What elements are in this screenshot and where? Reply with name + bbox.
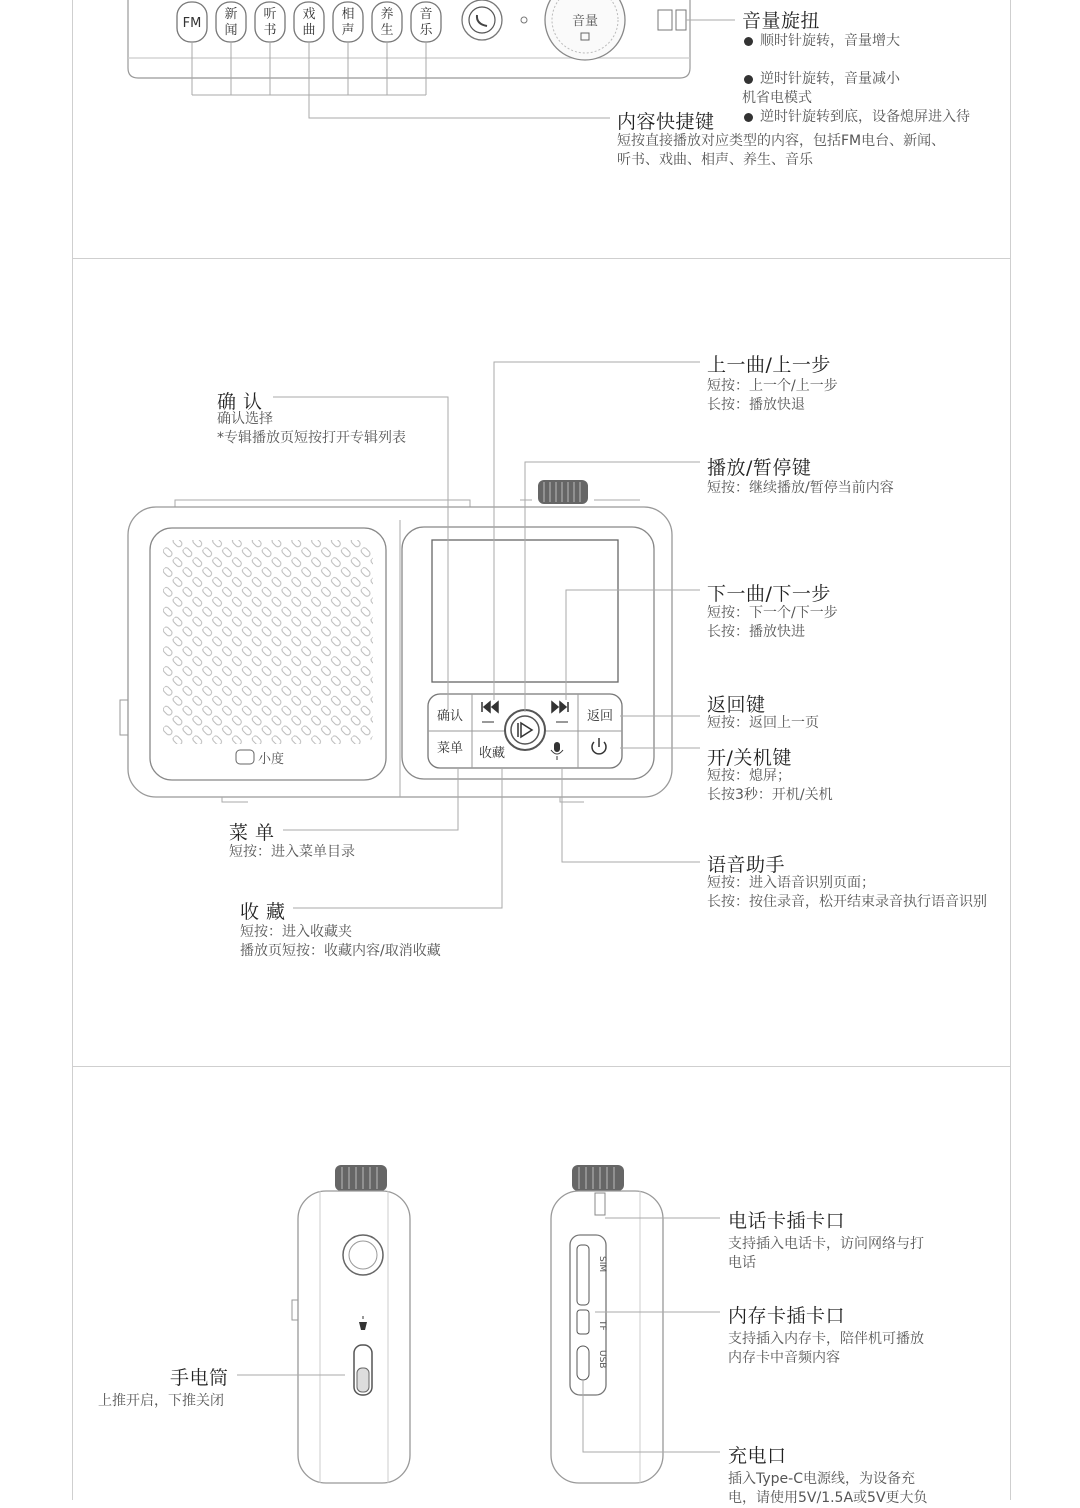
front-knob[interactable] — [538, 480, 588, 504]
flashlight-desc-1: 上推开启，下推关闭 — [98, 1393, 224, 1409]
svg-text:声: 声 — [341, 23, 355, 38]
svg-text:菜单: 菜单 — [436, 741, 464, 756]
next-desc-2: 长按：播放快进 — [707, 624, 805, 640]
power-desc-2: 长按3秒：开机/关机 — [707, 787, 833, 803]
shortcut-keys-desc-2: 听书、戏曲、相声、养生、音乐 — [617, 152, 813, 168]
voice-title: 语音助手 — [707, 854, 786, 876]
shortcut-button-crosstalk[interactable] — [333, 2, 363, 42]
svg-text:返回: 返回 — [586, 709, 614, 724]
svg-text:确认: 确认 — [436, 709, 464, 724]
prev-desc-2: 长按：播放快退 — [707, 397, 805, 413]
shortcut-keys-desc-1: 短按直接播放对应类型的内容，包括FM电台、新闻、 — [617, 133, 946, 149]
svg-text:闻: 闻 — [224, 23, 238, 38]
svg-text:小度: 小度 — [258, 752, 285, 767]
svg-text:音: 音 — [419, 7, 433, 22]
menu-title: 菜 单 — [229, 822, 275, 844]
tf-desc-1: 支持插入内存卡，陪伴机可播放 — [728, 1331, 924, 1347]
shortcut-button-row — [177, 0, 686, 60]
confirm-desc-1: 确认选择 — [217, 411, 273, 427]
voice-desc-1: 短按：进入语音识别页面； — [707, 875, 875, 891]
front-device-view — [120, 480, 672, 802]
speaker-grille — [163, 540, 373, 744]
play-title: 播放/暂停键 — [707, 457, 812, 479]
play-pause-button[interactable] — [505, 710, 545, 750]
tf-desc-2: 内存卡中音频内容 — [728, 1350, 840, 1366]
microphone-hole — [521, 17, 527, 23]
favorite-button[interactable] — [479, 745, 505, 761]
favorite-desc-1: 短按：进入收藏夹 — [240, 924, 352, 940]
shortcut-keys-title: 内容快捷键 — [617, 111, 715, 133]
power-desc-1: 短按：熄屏； — [707, 768, 791, 784]
prev-title: 上一曲/上一步 — [707, 354, 831, 376]
svg-text:音量: 音量 — [571, 14, 599, 29]
shortcut-button-audiobook[interactable] — [255, 2, 285, 42]
confirm-desc-2: *专辑播放页短按打开专辑列表 — [217, 430, 406, 446]
menu-desc-1: 短按：进入菜单目录 — [229, 844, 355, 860]
favorite-title: 收 藏 — [240, 901, 286, 923]
svg-text:乐: 乐 — [419, 23, 433, 38]
svg-text:USB: USB — [597, 1350, 607, 1369]
charge-desc-1: 插入Type-C电源线，为设备充 — [728, 1471, 915, 1487]
svg-text:收藏: 收藏 — [478, 746, 506, 761]
volume-knob[interactable] — [545, 0, 625, 60]
next-desc-1: 短按：下一个/下一步 — [707, 605, 838, 621]
volume-knob-bullet-3: 逆时针旋转到底，设备熄屏进入待 — [742, 108, 1080, 127]
shortcut-button-fm[interactable] — [177, 2, 207, 42]
svg-text:听: 听 — [263, 7, 277, 22]
svg-text:书: 书 — [263, 23, 277, 38]
shortcut-button-health[interactable] — [372, 2, 402, 42]
next-title: 下一曲/下一步 — [707, 583, 831, 605]
sim-title: 电话卡插卡口 — [728, 1210, 846, 1232]
flashlight-switch[interactable] — [354, 1345, 372, 1395]
svg-text:生: 生 — [380, 23, 394, 38]
volume-knob-continuation: 机省电模式 — [742, 90, 812, 106]
right-side-view — [551, 1165, 663, 1483]
svg-text:养: 养 — [380, 7, 394, 22]
play-desc-1: 短按：继续播放/暂停当前内容 — [707, 480, 894, 496]
shortcut-button-music[interactable] — [411, 2, 441, 42]
shortcut-button-news[interactable] — [216, 2, 246, 42]
volume-knob-title: 音量旋扭 — [742, 10, 821, 32]
svg-text:相: 相 — [341, 7, 355, 22]
flashlight-title: 手电筒 — [170, 1367, 229, 1389]
svg-text:TF: TF — [597, 1320, 607, 1331]
volume-knob-bullet-1: 顺时针旋转，音量增大 — [742, 32, 1080, 51]
confirm-title: 确 认 — [217, 391, 263, 413]
volume-knob-bullet-2: 逆时针旋转，音量减小 — [742, 70, 1080, 89]
menu-button[interactable] — [437, 740, 463, 756]
volume-slot — [658, 10, 686, 30]
phone-button[interactable] — [462, 0, 502, 40]
shortcut-button-opera[interactable] — [294, 2, 324, 42]
sim-desc-2: 电话 — [728, 1255, 756, 1271]
confirm-button[interactable] — [437, 709, 463, 724]
left-side-view — [292, 1165, 410, 1483]
charge-title: 充电口 — [728, 1445, 787, 1467]
svg-text:曲: 曲 — [302, 23, 316, 38]
charge-desc-2: 电，请使用5V/1.5A或5V更大负 — [728, 1490, 928, 1506]
voice-desc-2: 长按：按住录音，松开结束录音执行语音识别 — [707, 894, 987, 910]
power-title: 开/关机键 — [707, 747, 792, 769]
tf-title: 内存卡插卡口 — [728, 1305, 846, 1327]
svg-text:SIM: SIM — [597, 1256, 607, 1273]
svg-text:戏: 戏 — [302, 7, 316, 22]
svg-text:FM: FM — [182, 16, 202, 31]
svg-text:新: 新 — [224, 7, 238, 22]
prev-desc-1: 短按：上一个/上一步 — [707, 378, 838, 394]
favorite-desc-2: 播放页短按：收藏内容/取消收藏 — [240, 943, 441, 959]
back-desc-1: 短按：返回上一页 — [707, 715, 819, 731]
sim-desc-1: 支持插入电话卡，访问网络与打 — [728, 1236, 924, 1252]
back-title: 返回键 — [707, 694, 766, 716]
back-button[interactable] — [587, 709, 613, 724]
